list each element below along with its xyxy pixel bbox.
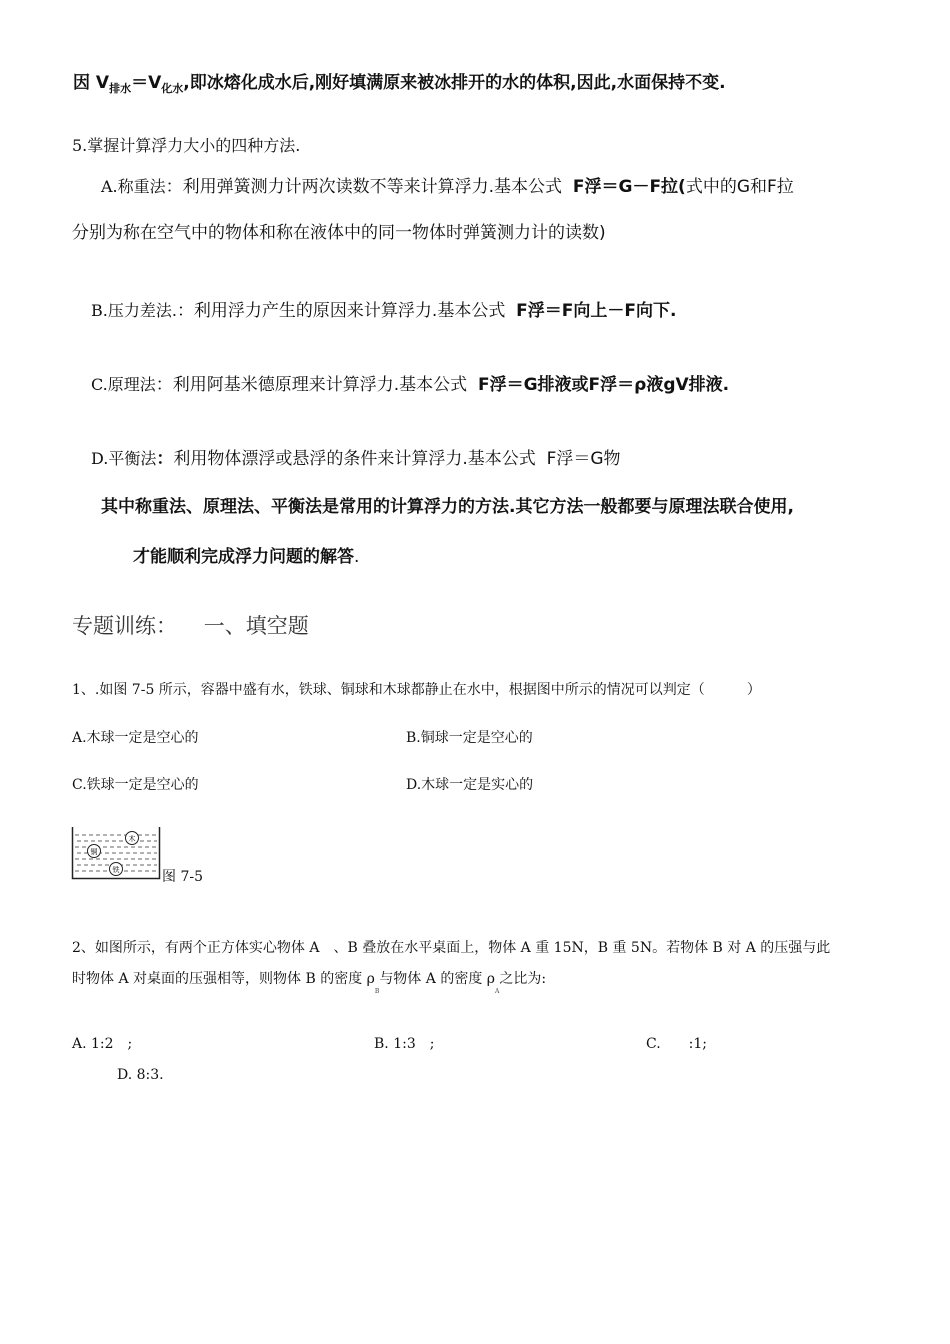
method-d-colon: ： bbox=[156, 449, 174, 469]
summary-line2-text: 才能顺利完成浮力问题的解答 bbox=[133, 547, 354, 567]
method-a bbox=[101, 172, 794, 197]
method-c-text: ：利用阿基米德原理来计算浮力.基本公式 bbox=[155, 375, 468, 395]
ice-melting-conclusion bbox=[73, 68, 726, 96]
method-a-label: A.称重法 bbox=[101, 177, 166, 196]
q2-option-d[interactable]: D. 8:3. bbox=[117, 1067, 164, 1083]
q2-line1: 2、如图所示，有两个正方体实心物体 A 、B 叠放在水平桌面上，物体 A 重 15N，B 重 5N。若物体 B 对 A 的压强与此 bbox=[72, 940, 831, 956]
iron-ball-label: 铁 bbox=[112, 866, 120, 874]
method-b-text: ：利用浮力产生的原因来计算浮力.基本公式 bbox=[176, 301, 506, 321]
q2-line2 bbox=[72, 968, 546, 995]
text-seg: 因 V bbox=[73, 73, 110, 93]
section-title: 专题训练： bbox=[72, 614, 177, 638]
subscript: 化水 bbox=[161, 82, 184, 95]
rho-a-subscript: A bbox=[495, 988, 500, 995]
q1-option-d[interactable]: D.木球一定是实心的 bbox=[406, 777, 534, 793]
method-a-text: ：利用弹簧测力计两次读数不等来计算浮力.基本公式 bbox=[165, 177, 563, 197]
q2-option-c[interactable]: C. :1; bbox=[646, 1036, 708, 1052]
q1-option-b[interactable]: B.铜球一定是空心的 bbox=[406, 730, 533, 746]
figure-caption: 图 7-5 bbox=[162, 869, 203, 885]
summary-line1: 其中称重法、原理法、平衡法是常用的计算浮力的方法.其它方法一般都要与原理法联合使用, bbox=[101, 497, 794, 517]
section-heading bbox=[72, 610, 309, 640]
method-d-label: D.平衡法 bbox=[91, 449, 157, 468]
q2-option-b[interactable]: B. 1:3 ; bbox=[374, 1036, 435, 1052]
method-a-formula: F浮＝G－F拉( bbox=[572, 177, 686, 197]
method-b-label: B.压力差法. bbox=[91, 301, 177, 320]
method-d-text: 利用物体漂浮或悬浮的条件来计算浮力.基本公式 bbox=[173, 449, 536, 469]
section-subtitle: 一、填空题 bbox=[203, 614, 309, 638]
method-b-formula: F浮＝F向上－F向下. bbox=[516, 301, 677, 321]
figure-7-5 bbox=[71, 826, 161, 880]
text-seg: ,即冰熔化成水后,刚好填满原来被冰排开的水的体积,因此,水面保持不变. bbox=[183, 73, 726, 93]
q2-line2b: 与物体 A 的密度 ρ bbox=[379, 971, 496, 987]
summary-line2-end: . bbox=[354, 547, 360, 567]
q1-stem bbox=[72, 679, 761, 699]
summary-line2 bbox=[133, 542, 359, 567]
method-c-label: C.原理法 bbox=[91, 375, 156, 394]
q2-line2c: 之比为: bbox=[499, 971, 547, 987]
q2-option-a[interactable]: A. 1:2 ; bbox=[72, 1036, 133, 1052]
method-b bbox=[91, 296, 676, 321]
q1-option-c[interactable]: C.铁球一定是空心的 bbox=[72, 777, 199, 793]
q1-option-a[interactable]: A.木球一定是空心的 bbox=[72, 730, 199, 746]
subscript: 排水 bbox=[109, 82, 132, 95]
copper-ball-label: 铜 bbox=[90, 848, 98, 856]
text-seg: ＝V bbox=[131, 73, 162, 93]
method-c bbox=[91, 370, 729, 395]
container-diagram bbox=[71, 826, 161, 880]
method-d bbox=[91, 444, 621, 469]
method-a-line2: 分别为称在空气中的物体和称在液体中的同一物体时弹簧测力计的读数) bbox=[72, 223, 606, 243]
point-5-title: 5.掌握计算浮力大小的四种方法. bbox=[72, 136, 301, 155]
rho-b-subscript: B bbox=[374, 988, 380, 995]
q1-stem-close: ） bbox=[746, 682, 761, 698]
method-c-formula: F浮＝G排液或F浮＝ρ液gV排液. bbox=[477, 375, 730, 395]
q1-stem-text: 1、.如图 7-5 所示，容器中盛有水，铁球、铜球和木球都静止在水中，根据图中所示的情况可以判定（ bbox=[72, 682, 705, 698]
wood-ball-label: 木 bbox=[128, 835, 136, 843]
method-a-rest: 式中的G和F拉 bbox=[685, 177, 794, 197]
method-d-formula: F浮＝G物 bbox=[546, 449, 621, 469]
q2-line2a: 时物体 A 对桌面的压强相等，则物体 B 的密度 ρ bbox=[72, 971, 375, 987]
